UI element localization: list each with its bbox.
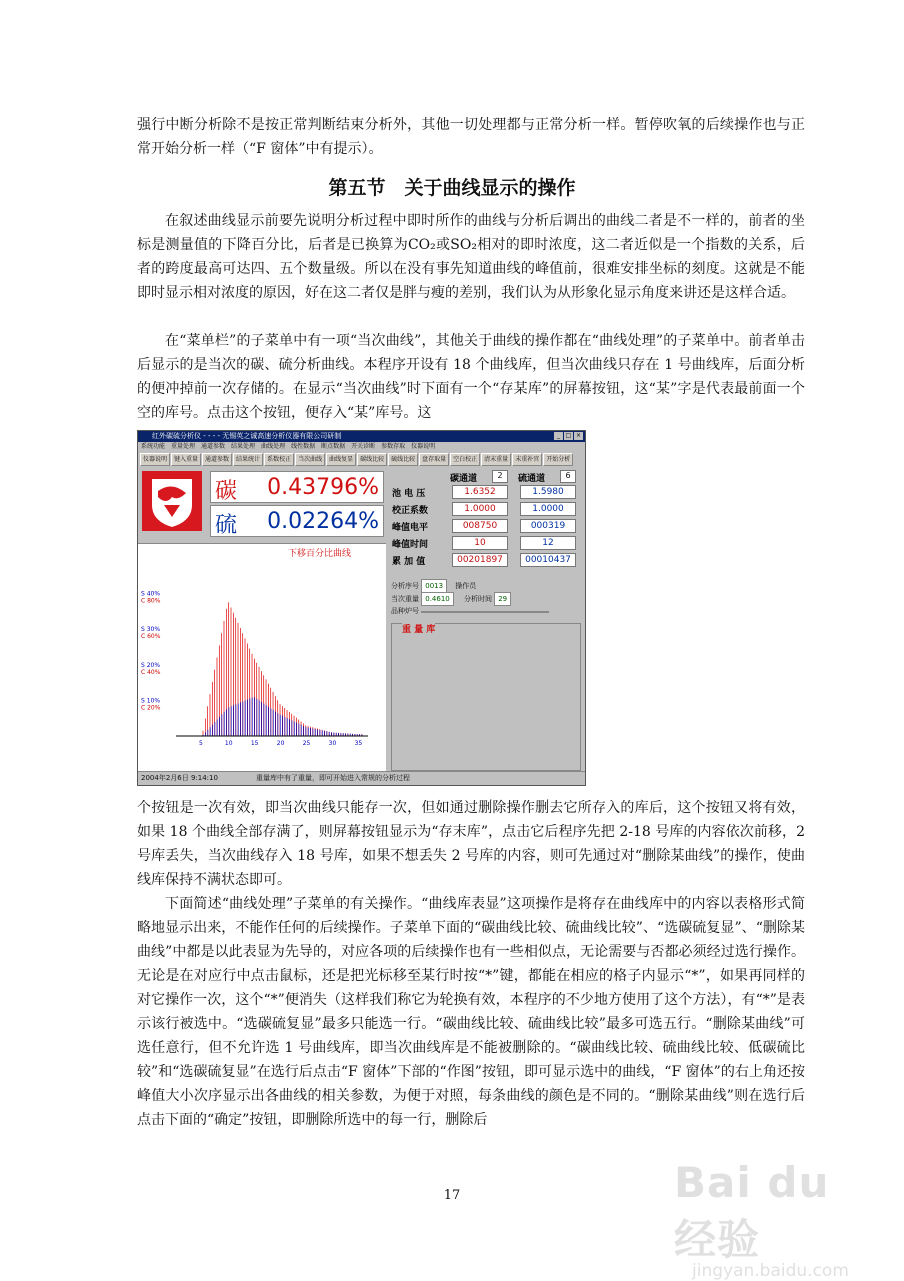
- sulfur-param-value: 12: [520, 536, 576, 550]
- sulfur-channel-label: 硫通道: [518, 474, 546, 484]
- carbon-label: 碳: [215, 479, 238, 504]
- furnace-input[interactable]: [421, 611, 549, 613]
- info-row-3: [391, 605, 579, 617]
- menu-item[interactable]: 系统功能: [141, 443, 166, 450]
- carbon-param-value: 1.6352: [452, 485, 508, 499]
- menu-item[interactable]: 曲线处理: [261, 443, 286, 450]
- carbon-result: [210, 471, 384, 503]
- toolbar-button[interactable]: 碳线比较: [357, 453, 387, 466]
- param-label: 池 电 压: [392, 489, 426, 499]
- info-row-1: [391, 579, 579, 591]
- menu-item[interactable]: 开关诊断: [351, 443, 376, 450]
- toolbar-button[interactable]: 盘存取量: [419, 453, 449, 466]
- sulfur-channel-select[interactable]: 6: [560, 470, 576, 483]
- carbon-value: 0.43796%: [267, 475, 379, 500]
- close-icon[interactable]: ×: [575, 432, 582, 439]
- sulfur-param-value: 00010437: [520, 553, 576, 567]
- menu-item[interactable]: 结果处理: [231, 443, 256, 450]
- weight-library-label: 重 量 库: [402, 622, 435, 635]
- window-title: 红外碳硫分析仪 - - - - 无锡英之诚高速分析仪器有限公司研制: [152, 432, 342, 440]
- section-heading: 第五节 关于曲线显示的操作: [328, 177, 576, 199]
- toolbar-button[interactable]: 通道参数: [202, 453, 232, 466]
- param-label: 累 加 值: [392, 557, 426, 567]
- y-axis-label: S 10%: [141, 697, 161, 705]
- y-axis-label: S 30%: [141, 626, 161, 634]
- paragraph-5: 下面简述“曲线处理”子菜单的有关操作。“曲线库表显”这项操作是将存在曲线库中的内容以表格形式简略地显示出来，不能作任何的后续操作。子菜单下面的“碳曲线比较、硫曲线比较”、“选碳硫复显”、“删除某曲线”中都是以此表显为先导的，对应各项的后续操作也有一些相似点，无论需要与否都必须经过选行操作。无论是在对应行中点击鼠标，还是把光标移至某行时按“*”键，都能在相应的格子内显示“*”，如果再同样的对它操作一次，这个“*”便消失（这样我们称它为轮换有效，本程序的不少地方使用了这个方法），有“*”是表示该行被选中。“选碳硫复显”最多只能选一行。“碳曲线比较、硫曲线比较”最多可选五行。“删除某曲线”可选任意行，但不允许选 1 号曲线库，即当次曲线库是不能被删除的。“碳曲线比较、硫曲线比较、低碳硫比较”和“选碳硫复显”在选行后点击“F 窗体”下部的“作图”按钮，即可显示选中的曲线，“F 窗体”的右上角还按峰值大小次序显示出各曲线的相关参数，为便于对照，每条曲线的颜色是不同的。“删除某曲线”则在选行后点击下面的“确定”按钮，即删除所选中的每一行，删除后: [137, 896, 805, 1128]
- y-axis-label: C 20%: [141, 704, 161, 712]
- maximize-icon[interactable]: □: [565, 432, 572, 439]
- carbon-channel-label: 碳通道: [450, 474, 478, 484]
- weight-label: 当次重量: [391, 595, 419, 603]
- toolbar-button[interactable]: 曲线复显: [326, 453, 356, 466]
- sulfur-param-value: 000319: [520, 519, 576, 533]
- window-titlebar: [138, 431, 585, 442]
- menu-item[interactable]: 重量处理: [171, 443, 196, 450]
- carbon-param-value: 008750: [452, 519, 508, 533]
- x-tick-label: 20: [276, 740, 285, 747]
- y-axis-label: C 80%: [141, 597, 161, 605]
- sulfur-value: 0.02264%: [267, 509, 379, 534]
- app-screenshot: [137, 430, 586, 786]
- paragraph-3: 在“菜单栏”的子菜单中有一项“当次曲线”，其他关于曲线的操作都在“曲线处理”的子菜单中。前者单击后显示的是当次的碳、硫分析曲线。本程序开设有 18 个曲线库，但当次曲线只存在 1 号曲线库，后面分析的便冲掉前一次存储的。在显示“当次曲线”时下面有一个“存某库”的屏幕按钮，这“某”字是代表最前面一个空的库号。点击这个按钮，便存入“某”库号。这: [137, 333, 805, 421]
- statusbar: [138, 771, 586, 785]
- x-tick-label: 30: [328, 740, 337, 747]
- y-axis-label: C 60%: [141, 633, 161, 641]
- left-panel: [138, 467, 386, 773]
- curve-chart: [138, 543, 386, 774]
- toolbar-button[interactable]: 键入重量: [171, 453, 201, 466]
- chart-title: 下移百分比曲线: [288, 549, 352, 559]
- menubar: [138, 442, 585, 452]
- serial-label: 分析序号: [391, 582, 419, 590]
- serial-value: 0013: [421, 579, 447, 593]
- toolbar-button[interactable]: 开始分析: [543, 453, 573, 466]
- toolbar-button[interactable]: 硫线比较: [388, 453, 418, 466]
- toolbar-button[interactable]: 空白校正: [450, 453, 480, 466]
- sulfur-label: 硫: [215, 513, 238, 538]
- toolbar-button[interactable]: 末重补官: [512, 453, 542, 466]
- baidu-jingyan-watermark: [674, 1158, 884, 1281]
- status-message: 重量库中有了重量，即可开始进入常规的分析过程: [256, 774, 410, 782]
- x-tick-label: 5: [198, 740, 203, 747]
- menu-item[interactable]: 仪器说明: [411, 443, 436, 450]
- x-tick-label: 25: [302, 740, 311, 747]
- paragraph-4: 个按钮是一次有效，即当次曲线只能存一次，但如通过删除操作删去它所存入的库后，这个按钮又将有效，如果 18 个曲线全部存满了，则屏幕按钮显示为“存末库”，点击它后程序先把 2-18 号库的内容依次前移，2 号库丢失，当次曲线存入 18 号库，如果不想丢失 2 号库的内容，则可先通过对“删除某曲线”的操作，使曲线库保持不满状态即可。: [137, 800, 805, 888]
- watermark-url: jingyan.baidu.com: [692, 1261, 849, 1281]
- toolbar-button[interactable]: 当次曲线: [295, 453, 325, 466]
- toolbar-button[interactable]: 仪器说明: [140, 453, 170, 466]
- sulfur-result: [210, 505, 384, 537]
- time-label: 分析时间: [463, 595, 492, 603]
- status-datetime: 2004年2月6日 9:14:10: [141, 774, 218, 782]
- operator-label: 操作员: [455, 582, 477, 590]
- y-axis-label: S 20%: [141, 661, 161, 669]
- time-value: 29: [494, 592, 511, 606]
- toolbar-button[interactable]: 结果统计: [233, 453, 263, 466]
- param-label: 峰值电平: [392, 523, 429, 533]
- y-axis-label: C 40%: [141, 668, 161, 676]
- menu-item[interactable]: 断点数据: [321, 443, 346, 450]
- carbon-channel-select[interactable]: 2: [492, 470, 508, 483]
- param-label: 峰值时间: [392, 540, 429, 550]
- minimize-icon[interactable]: _: [554, 432, 563, 440]
- sulfur-param-value: 1.5980: [520, 485, 576, 499]
- carbon-param-value: 00201897: [452, 553, 508, 567]
- toolbar-button[interactable]: 系数校正: [264, 453, 294, 466]
- y-axis-label: S 40%: [141, 590, 161, 598]
- furnace-label: 品种炉号: [391, 607, 419, 615]
- param-label: 校正系数: [392, 506, 429, 516]
- x-tick-label: 15: [250, 740, 259, 747]
- menu-item[interactable]: 通道参数: [201, 443, 226, 450]
- weight-library-panel: [391, 623, 581, 771]
- info-row-2: [391, 592, 579, 604]
- company-logo: [142, 471, 202, 531]
- carbon-param-value: 10: [452, 536, 508, 550]
- weight-value: 0.4610: [421, 592, 454, 606]
- menu-item[interactable]: 线性数据: [291, 443, 316, 450]
- page-number: 17: [443, 1188, 461, 1203]
- x-tick-label: 35: [354, 740, 363, 747]
- toolbar-button[interactable]: 清末重量: [481, 453, 511, 466]
- x-tick-label: 10: [224, 740, 233, 747]
- paragraph-2: 在叙述曲线显示前要先说明分析过程中即时所作的曲线与分析后调出的曲线二者是不一样的，前者的坐标是测量值的下降百分比，后者是已换算为CO₂或SO₂相对的即时浓度，这二者近似是一个指数的关系，后者的跨度最高可达四、五个数量级。所以在没有事先知道曲线的峰值前，很难安排坐标的刻度。这就是不能即时显示相对浓度的原因，好在这二者仅是胖与瘦的差别，我们认为从形象化显示角度来讲还是这样合适。: [137, 213, 805, 301]
- sulfur-param-value: 1.0000: [520, 502, 576, 516]
- watermark-logo: Bai du 经验: [674, 1158, 830, 1264]
- toolbar: [138, 452, 585, 467]
- right-panel: [388, 467, 585, 773]
- carbon-param-value: 1.0000: [452, 502, 508, 516]
- paragraph-1: 强行中断分析除不是按正常判断结束分析外，其他一切处理都与正常分析一样。暂停吹氧的后续操作也与正常开始分析一样（“F 窗体”中有提示）。: [137, 117, 805, 157]
- menu-item[interactable]: 参数存取: [381, 443, 406, 450]
